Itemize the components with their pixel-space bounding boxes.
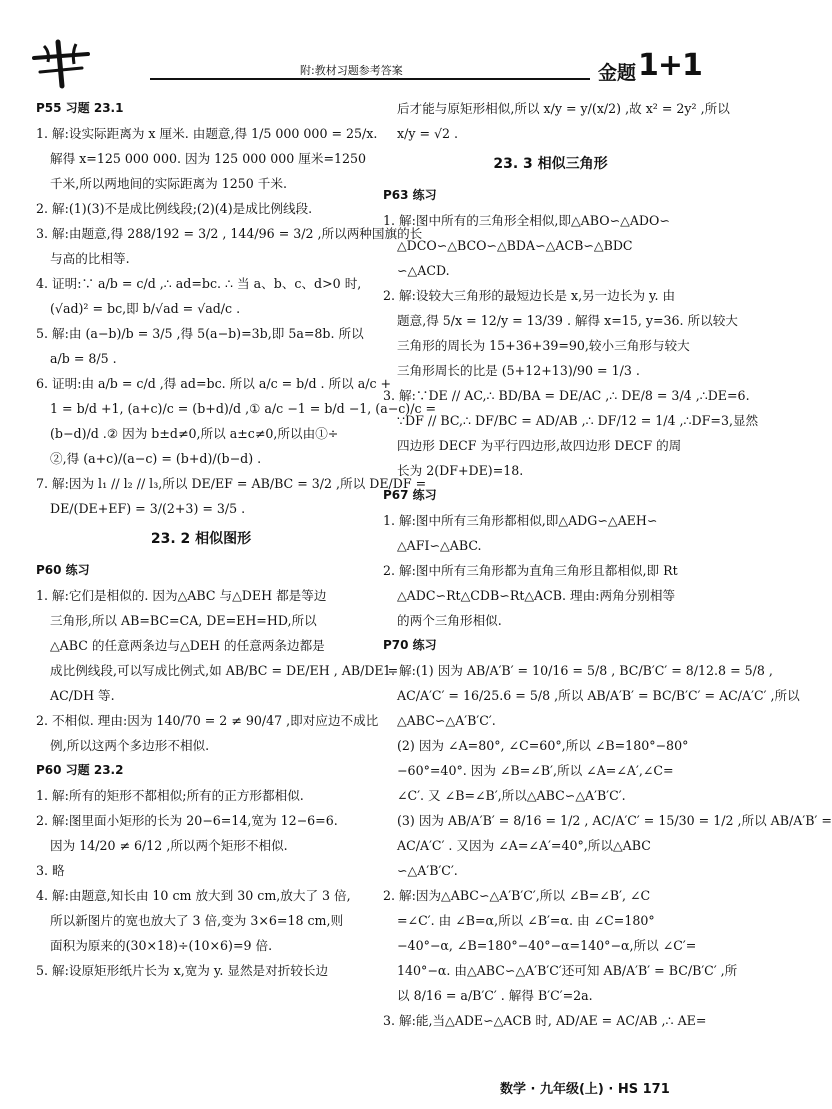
answer-line: 3. 解:∵DE // AC,∴ BD/BA = DE/AC ,∴ DE/8 = 3/4 ,∴DE=6. xyxy=(383,388,750,403)
section-subheading: P60 练习 xyxy=(36,563,90,577)
section-heading: 23. 2 相似图形 xyxy=(150,531,252,547)
answer-line: 5. 解:由 (a−b)/b = 3/5 ,得 5(a−b)=3b,即 5a=8b. 所以 xyxy=(36,326,364,341)
answer-line: −60°=40°. 因为 ∠B=∠B′,所以 ∠A=∠A′,∠C= xyxy=(397,763,674,778)
answer-line: 解得 x=125 000 000. 因为 125 000 000 厘米=1250 xyxy=(50,151,367,166)
answer-line: 长为 2(DF+DE)=18. xyxy=(397,463,524,478)
header-rule xyxy=(150,78,590,80)
answer-line: 面积为原来的(30×18)÷(10×6)=9 倍. xyxy=(50,938,273,953)
section-subheading: P63 练习 xyxy=(383,188,437,202)
answer-line: DE/(DE+EF) = 3/(2+3) = 3/5 . xyxy=(50,501,246,516)
answer-line: AC/A′C′ = 16/25.6 = 5/8 ,所以 AB/A′B′ = BC/B′C′ = AC/A′C′ ,所以 xyxy=(397,688,800,703)
answer-line: a/b = 8/5 . xyxy=(50,351,117,366)
brand-logo xyxy=(594,48,724,88)
brand-text: 金题 xyxy=(598,62,637,84)
answer-line: 4. 解:由题意,知长由 10 cm 放大到 30 cm,放大了 3 倍, xyxy=(36,888,351,903)
answer-line: =∠C′. 由 ∠B=α,所以 ∠B′=α. 由 ∠C=180° xyxy=(397,913,655,928)
answer-line: 2. 解:设较大三角形的最短边长是 x,另一边长为 y. 由 xyxy=(383,288,676,303)
answer-line: 3. 解:能,当△ADE∽△ACB 时, AD/AE = AC/AB ,∴ AE= xyxy=(383,1013,707,1028)
answer-line: 5. 解:设原矩形纸片长为 x,宽为 y. 显然是对折较长边 xyxy=(36,963,329,978)
section-subheading: P60 习题 23.2 xyxy=(36,763,124,777)
answer-line: 后才能与原矩形相似,所以 x/y = y/(x/2) ,故 x² = 2y² ,所以 xyxy=(397,101,730,116)
answer-line: 2. 解:(1)(3)不是成比例线段;(2)(4)是成比例线段. xyxy=(36,201,313,216)
answer-line: AC/DH 等. xyxy=(50,688,115,703)
answer-line: 1. 解:所有的矩形不都相似;所有的正方形都相似. xyxy=(36,788,304,803)
answer-line: 1. 解:图中所有的三角形全相似,即△ABO∽△ADO∽ xyxy=(383,213,670,228)
answer-line: 4. 证明:∵ a/b = c/d ,∴ ad=bc. ∴ 当 a、b、c、d>0 时, xyxy=(36,276,362,291)
answer-line: 2. 解:因为△ABC∽△A′B′C′,所以 ∠B=∠B′, ∠C xyxy=(383,888,651,903)
answer-line: −40°−α, ∠B=180°−40°−α=140°−α,所以 ∠C′= xyxy=(397,938,697,953)
answer-line: 2. 解:图中所有三角形都为直角三角形且都相似,即 Rt xyxy=(383,563,678,578)
answer-line: △ABC 的任意两条边与△DEH 的任意两条边都是 xyxy=(50,638,325,653)
answer-line: (3) 因为 AB/A′B′ = 8/16 = 1/2 , AC/A′C′ = 15/30 = 1/2 ,所以 AB/A′B′ = xyxy=(397,813,832,828)
answer-line: x/y = √2 . xyxy=(397,126,459,141)
answer-line: 以 8/16 = a/B′C′ . 解得 B′C′=2a. xyxy=(397,988,593,1003)
answer-line: 三角形,所以 AB=BC=CA, DE=EH=HD,所以 xyxy=(50,613,317,628)
answer-line: 1. 解:图中所有三角形都相似,即△ADG∽△AEH∽ xyxy=(383,513,658,528)
section-subheading: P55 习题 23.1 xyxy=(36,101,124,115)
answer-line: 千米,所以两地间的实际距离为 1250 千米. xyxy=(50,176,287,191)
page-header xyxy=(0,0,750,92)
answer-line: AC/A′C′ . 又因为 ∠A=∠A′=40°,所以△ABC xyxy=(397,838,651,853)
answer-line: ∵DF // BC,∴ DF/BC = AD/AB ,∴ DF/12 = 1/4 ,∴DF=3,显然 xyxy=(397,413,759,428)
answer-line: (b−d)/d .② 因为 b±d≠0,所以 a±c≠0,所以由①÷ xyxy=(50,426,339,441)
answer-line: 与高的比相等. xyxy=(50,251,130,266)
answer-line: 3. 略 xyxy=(36,863,65,878)
section-heading: 23. 3 相似三角形 xyxy=(493,156,608,172)
answer-line: 1. 解:(1) 因为 AB/A′B′ = 10/16 = 5/8 , BC/B′C′ = 8/12.8 = 5/8 , xyxy=(383,663,773,678)
answer-line: 140°−α. 由△ABC∽△A′B′C′还可知 AB/A′B′ = BC/B′C′ ,所 xyxy=(397,963,738,978)
answer-line: ②,得 (a+c)/(a−c) = (b+d)/(b−d) . xyxy=(50,451,262,466)
answer-line: 7. 解:因为 l₁ // l₂ // l₃,所以 DE/EF = AB/BC = 3/2 ,所以 DE/DF = xyxy=(36,476,427,491)
answer-line: △ABC∽△A′B′C′. xyxy=(397,713,496,728)
answer-line: 三角形的周长为 15+36+39=90,较小三角形与较大 xyxy=(397,338,690,353)
answer-line: △ADC∽Rt△CDB∽Rt△ACB. 理由:两角分别相等 xyxy=(397,588,676,603)
answer-line: 3. 解:由题意,得 288/192 = 3/2 , 144/96 = 3/2 ,所以两种国旗的长 xyxy=(36,226,423,241)
answer-line: 的两个三角形相似. xyxy=(397,613,502,628)
header-title: 附:教材习题参考答案 xyxy=(300,64,403,77)
answer-line: △DCO∽△BCO∽△BDA∽△ACB∽△BDC xyxy=(397,238,633,253)
answer-line: ∽△A′B′C′. xyxy=(397,863,458,878)
page-footer xyxy=(0,1070,750,1109)
answer-line: 题意,得 5/x = 12/y = 13/39 . 解得 x=15, y=36. 所以较大 xyxy=(397,313,738,328)
calligraphy-logo-icon xyxy=(28,38,94,90)
answer-line: 四边形 DECF 为平行四边形,故四边形 DECF 的周 xyxy=(397,438,682,453)
section-subheading: P70 练习 xyxy=(383,638,437,652)
answer-line: (√ad)² = bc,即 b/√ad = √ad/c . xyxy=(50,301,241,316)
answer-line: △AFI∽△ABC. xyxy=(397,538,482,553)
section-subheading: P67 练习 xyxy=(383,488,437,502)
answer-line: 成比例线段,可以写成比例式,如 AB/BC = DE/EH , AB/DE = xyxy=(50,663,399,678)
answer-line: 2. 不相似. 理由:因为 140/70 = 2 ≠ 90/47 ,即对应边不成比 xyxy=(36,713,379,728)
answer-line: 例,所以这两个多边形不相似. xyxy=(50,738,210,753)
answer-line: 所以新图片的宽也放大了 3 倍,变为 3×6=18 cm,则 xyxy=(50,913,344,928)
footer-page-info: 数学 · 九年级(上) · HS 171 xyxy=(500,1082,670,1097)
right-column xyxy=(383,96,832,1033)
answer-line: 1 = b/d +1, (a+c)/c = (b+d)/d ,① a/c −1 = b/d −1, (a−c)/c = xyxy=(50,401,437,416)
brand-number: 1+1 xyxy=(638,48,702,83)
answer-line: 1. 解:设实际距离为 x 厘米. 由题意,得 1/5 000 000 = 25/x. xyxy=(36,126,378,141)
answer-line: 1. 解:它们是相似的. 因为△ABC 与△DEH 都是等边 xyxy=(36,588,327,603)
answer-line: ∠C′. 又 ∠B=∠B′,所以△ABC∽△A′B′C′. xyxy=(397,788,626,803)
answer-line: 2. 解:图里面小矩形的长为 20−6=14,宽为 12−6=6. xyxy=(36,813,338,828)
answer-line: 三角形周长的比是 (5+12+13)/90 = 1/3 . xyxy=(397,363,640,378)
answer-line: (2) 因为 ∠A=80°, ∠C=60°,所以 ∠B=180°−80° xyxy=(397,738,689,753)
answer-line: 6. 证明:由 a/b = c/d ,得 ad=bc. 所以 a/c = b/d . 所以 a/c + xyxy=(36,376,392,391)
answer-line: ∽△ACD. xyxy=(397,263,450,278)
answer-line: 因为 14/20 ≠ 6/12 ,所以两个矩形不相似. xyxy=(50,838,288,853)
